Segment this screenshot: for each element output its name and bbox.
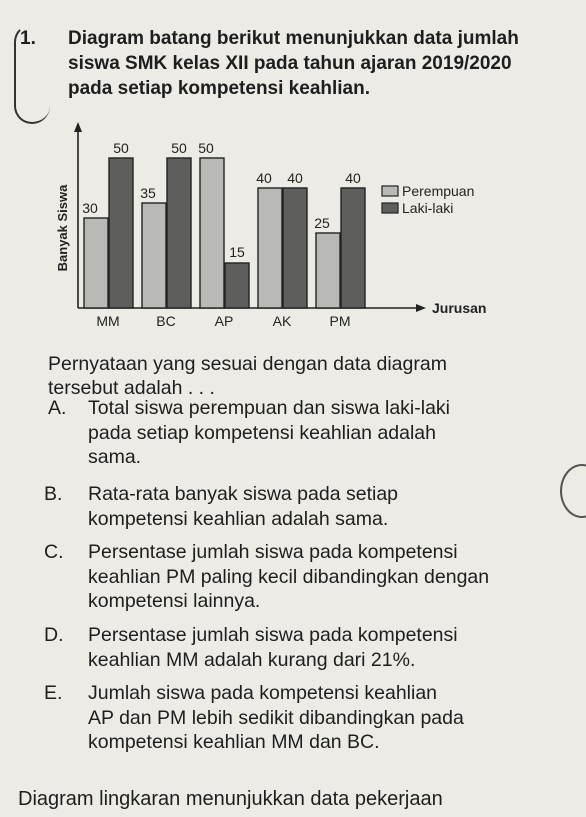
y-axis-arrow bbox=[74, 122, 82, 132]
y-axis-label: Banyak Siswa bbox=[55, 184, 70, 272]
data-label: 40 bbox=[345, 170, 361, 186]
option-c[interactable] bbox=[44, 540, 568, 615]
option-line: sama. bbox=[88, 446, 142, 468]
legend-swatch-perempuan bbox=[382, 186, 398, 196]
legend-label: Perempuan bbox=[402, 183, 475, 199]
option-line: kompetensi lainnya. bbox=[88, 590, 261, 612]
x-tick-label: PM bbox=[329, 313, 351, 329]
option-line: Persentase jumlah siswa pada kompetensi bbox=[88, 624, 458, 646]
x-axis-arrow bbox=[416, 304, 426, 312]
option-e[interactable] bbox=[44, 681, 568, 756]
option-line: kompetensi keahlian MM dan BC. bbox=[88, 731, 380, 753]
question-intro bbox=[68, 26, 568, 101]
data-label: 25 bbox=[314, 215, 330, 231]
option-line: Jumlah siswa pada kompetensi keahlian bbox=[88, 682, 438, 704]
option-a[interactable] bbox=[48, 396, 568, 471]
intro-line: Diagram batang berikut menunjukkan data jumlah bbox=[68, 28, 519, 49]
data-label: 50 bbox=[171, 140, 187, 156]
option-letter: C. bbox=[44, 541, 64, 563]
bar-laki-laki-mm bbox=[109, 158, 133, 308]
stem-line: tersebut adalah . . . bbox=[48, 377, 215, 399]
stem-line: Pernyataan yang sesuai dengan data diagram bbox=[48, 353, 447, 375]
option-line: Total siswa perempuan dan siswa laki-laki bbox=[88, 397, 450, 419]
data-label: 35 bbox=[140, 185, 156, 201]
bar-perempuan-ak bbox=[258, 188, 282, 308]
data-label: 50 bbox=[198, 140, 214, 156]
x-tick-label: BC bbox=[156, 313, 176, 329]
x-tick-label: AK bbox=[272, 313, 292, 329]
option-line: AP dan PM lebih sedikit dibandingkan pada bbox=[88, 706, 464, 729]
bar-perempuan-mm bbox=[84, 218, 108, 308]
data-label: 40 bbox=[256, 170, 272, 186]
x-axis-label: Jurusan bbox=[432, 300, 487, 316]
bar-perempuan-pm bbox=[316, 233, 340, 308]
bar-chart bbox=[40, 118, 560, 338]
intro-line: siswa SMK kelas XII pada tahun ajaran 2019/2020 bbox=[68, 53, 512, 74]
option-letter: B. bbox=[44, 483, 63, 505]
option-line: keahlian PM paling kecil dibandingkan dengan bbox=[88, 565, 490, 588]
option-line: kompetensi keahlian adalah sama. bbox=[88, 507, 389, 530]
data-label: 30 bbox=[82, 200, 98, 216]
option-line: Rata-rata banyak siswa pada setiap bbox=[88, 483, 399, 505]
option-b[interactable] bbox=[44, 482, 568, 532]
data-label: 40 bbox=[287, 170, 303, 186]
bar-laki-laki-ap bbox=[225, 263, 249, 308]
question-stem bbox=[48, 352, 558, 400]
bar-perempuan-bc bbox=[142, 203, 166, 308]
option-line: Persentase jumlah siswa pada kompetensi bbox=[88, 541, 458, 563]
legend-swatch-laki-laki bbox=[382, 203, 398, 213]
chart-layer bbox=[55, 122, 486, 329]
bar-perempuan-ap bbox=[200, 158, 224, 308]
question-number-bracket bbox=[14, 24, 50, 124]
bar-laki-laki-ak bbox=[283, 188, 307, 308]
option-d[interactable] bbox=[44, 623, 568, 673]
data-label: 15 bbox=[229, 244, 245, 260]
intro-line: pada setiap kompetensi keahlian. bbox=[68, 78, 370, 99]
next-question-text: Diagram lingkaran menunjukkan data pekerjaan bbox=[18, 788, 443, 810]
bar-laki-laki-pm bbox=[341, 188, 365, 308]
question-number: 1. bbox=[20, 28, 36, 49]
option-letter: E. bbox=[44, 682, 63, 704]
data-label: 50 bbox=[113, 140, 129, 156]
option-letter: D. bbox=[44, 624, 64, 646]
option-line: pada setiap kompetensi keahlian adalah bbox=[88, 421, 437, 444]
legend-label: Laki-laki bbox=[402, 200, 454, 216]
x-tick-label: AP bbox=[214, 313, 234, 329]
option-line: keahlian MM adalah kurang dari 21%. bbox=[88, 648, 416, 671]
x-tick-label: MM bbox=[96, 313, 120, 329]
bar-laki-laki-bc bbox=[167, 158, 191, 308]
option-letter: A. bbox=[48, 397, 67, 419]
